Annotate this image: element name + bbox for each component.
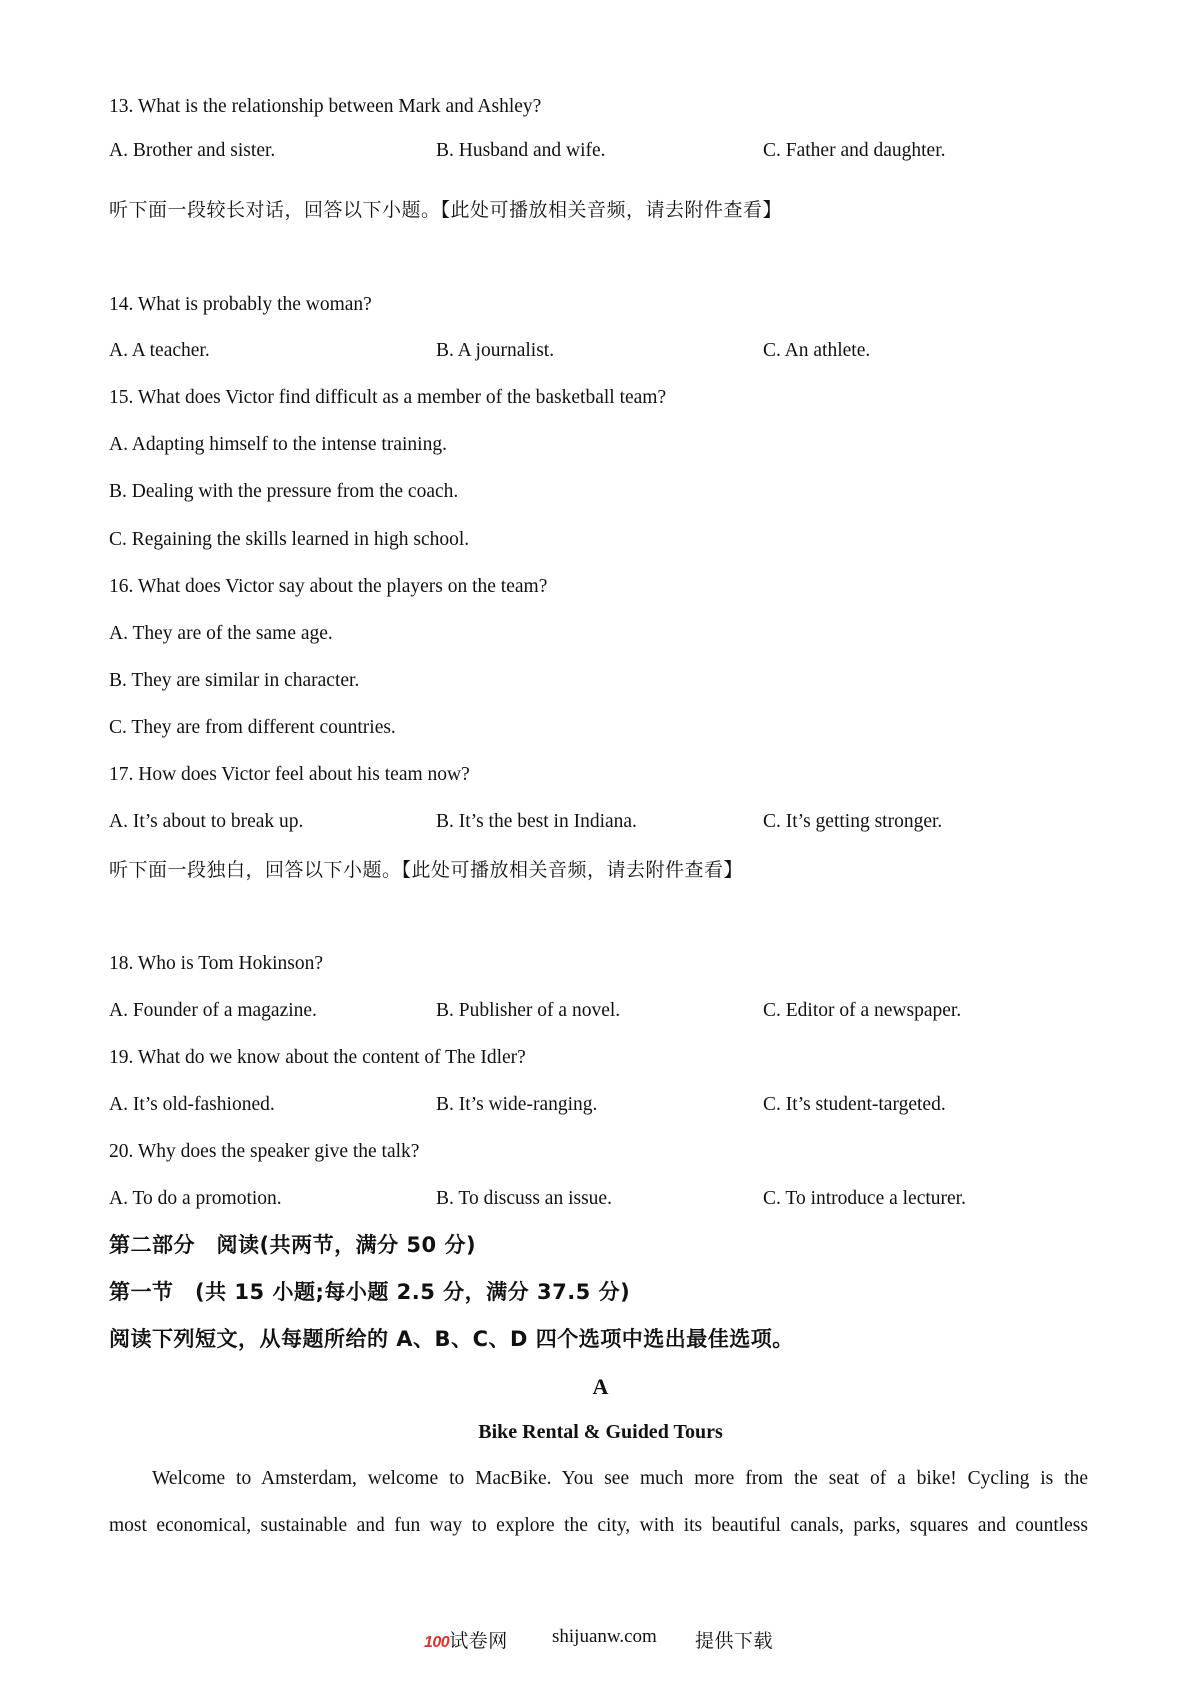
passage-title: Bike Rental & Guided Tours <box>478 1421 723 1443</box>
option-19a: A. It’s old-fashioned. <box>109 1094 275 1115</box>
option-14b: B. A journalist. <box>436 340 555 361</box>
reading-directions: 阅读下列短文，从每题所给的 A、B、C、D 四个选项中选出最佳选项。 <box>109 1327 794 1351</box>
option-14c: C. An athlete. <box>763 340 871 361</box>
subsection-title: 第一节 (共 15 小题;每小题 2.5 分，满分 37.5 分) <box>109 1280 631 1304</box>
option-16a: A. They are of the same age. <box>109 623 333 644</box>
question-20: 20. Why does the speaker give the talk? <box>109 1141 420 1162</box>
footer-note: 提供下载 <box>695 1630 774 1652</box>
option-18c: C. Editor of a newspaper. <box>763 1000 962 1021</box>
option-16b: B. They are similar in character. <box>109 670 360 691</box>
monologue-instruction: 听下面一段独白，回答以下小题。【此处可播放相关音频，请去附件查看】 <box>109 859 744 881</box>
option-19b: B. It’s wide-ranging. <box>436 1094 598 1115</box>
option-17a: A. It’s about to break up. <box>109 811 304 832</box>
option-19c: C. It’s student-targeted. <box>763 1094 946 1115</box>
option-20c: C. To introduce a lecturer. <box>763 1188 966 1209</box>
passage-line-1: Welcome to Amsterdam, welcome to MacBike. You see much more from the seat of a bike! Cycling is the <box>152 1468 1088 1489</box>
option-15b: B. Dealing with the pressure from the coach. <box>109 481 459 502</box>
option-13c: C. Father and daughter. <box>763 140 946 161</box>
option-15c: C. Regaining the skills learned in high school. <box>109 529 470 550</box>
option-20b: B. To discuss an issue. <box>436 1188 612 1209</box>
option-14a: A. A teacher. <box>109 340 210 361</box>
question-15: 15. What does Victor find difficult as a member of the basketball team? <box>109 387 667 408</box>
part-title: 第二部分 阅读(共两节，满分 50 分) <box>109 1233 477 1257</box>
option-20a: A. To do a promotion. <box>109 1188 282 1209</box>
passage-line-2: most economical, sustainable and fun way to explore the city, with its beautiful canals, parks, squares and countless <box>109 1515 1088 1536</box>
option-18a: A. Founder of a magazine. <box>109 1000 317 1021</box>
option-17b: B. It’s the best in Indiana. <box>436 811 637 832</box>
footer-brand-name: 试卷网 <box>449 1630 508 1652</box>
option-16c: C. They are from different countries. <box>109 717 396 738</box>
question-16: 16. What does Victor say about the players on the team? <box>109 576 548 597</box>
option-13b: B. Husband and wife. <box>436 140 606 161</box>
question-19: 19. What do we know about the content of The Idler? <box>109 1047 526 1068</box>
question-13: 13. What is the relationship between Mark and Ashley? <box>109 96 542 117</box>
question-18: 18. Who is Tom Hokinson? <box>109 953 324 974</box>
brand-logo: 100 <box>424 1634 450 1651</box>
option-18b: B. Publisher of a novel. <box>436 1000 621 1021</box>
question-14: 14. What is probably the woman? <box>109 294 372 315</box>
footer-brand <box>424 1626 508 1653</box>
option-13a: A. Brother and sister. <box>109 140 276 161</box>
dialogue-instruction: 听下面一段较长对话，回答以下小题。【此处可播放相关音频，请去附件查看】 <box>109 199 783 221</box>
option-15a: A. Adapting himself to the intense training. <box>109 434 447 455</box>
option-17c: C. It’s getting stronger. <box>763 811 943 832</box>
footer-site: shijuanw.com <box>552 1626 657 1647</box>
passage-letter: A <box>592 1374 609 1399</box>
question-17: 17. How does Victor feel about his team now? <box>109 764 470 785</box>
